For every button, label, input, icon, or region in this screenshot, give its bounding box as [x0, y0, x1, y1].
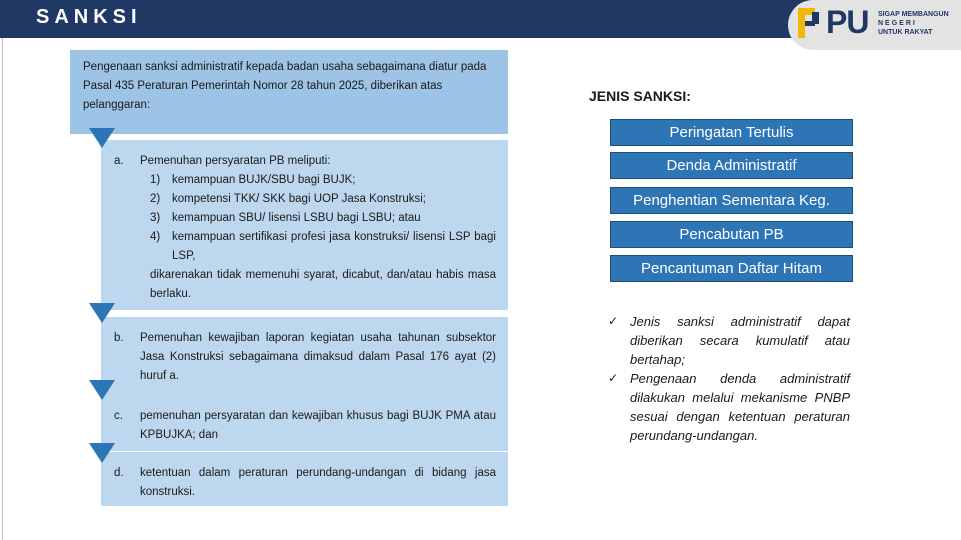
notes-list	[608, 312, 850, 445]
tagline-line: SIGAP MEMBANGUN	[878, 11, 949, 18]
list-text: kemampuan BUJK/SBU bagi BUJK;	[172, 174, 356, 186]
list-text: kemampuan SBU/ lisensi LSBU bagi LSBU; atau	[172, 212, 421, 224]
violation-text: pemenuhan persyaratan dan kewajiban khusus bagi BUJK PMA atau KPBUJKA; dan	[140, 410, 496, 441]
list-number: 2)	[150, 193, 161, 205]
left-divider	[2, 38, 3, 540]
note-item	[608, 369, 850, 445]
violation-letter: c.	[114, 410, 123, 422]
violation-a	[101, 140, 508, 310]
violation-c	[101, 395, 508, 451]
violation-letter: a.	[114, 155, 124, 167]
sanksi-item-penghentian: Penghentian Sementara Keg.	[610, 187, 853, 214]
triangle-marker-icon	[89, 380, 115, 400]
pu-logo-tagline	[878, 10, 949, 37]
checkmark-icon: ✓	[608, 314, 619, 328]
violation-letter: b.	[114, 332, 124, 344]
sanksi-item-peringatan: Peringatan Tertulis	[610, 119, 853, 146]
violation-text: Pemenuhan kewajiban laporan kegiatan usaha tahunan subsektor Jasa Konstruksi sebagaimana dimaksud dalam Pasal 176 ayat (2) huruf a.	[140, 332, 496, 382]
note-text: Jenis sanksi administratif dapat diberikan secara kumulatif atau bertahap;	[630, 314, 850, 367]
list-text: kemampuan sertifikasi profesi jasa konstruksi/ lisensi LSP bagi LSP,	[172, 231, 496, 262]
intro-box: Pengenaan sanksi administratif kepada badan usaha sebagaimana diatur pada Pasal 435 Peraturan Pemerintah Nomor 28 tahun 2025, diberikan atas pelanggaran:	[70, 50, 508, 134]
sanksi-item-daftar-hitam: Pencantuman Daftar Hitam	[610, 255, 853, 282]
page-title: SANKSI	[36, 6, 142, 28]
pu-logo-icon	[798, 8, 822, 38]
list-text: kompetensi TKK/ SKK bagi UOP Jasa Konstruksi;	[172, 193, 426, 205]
jenis-sanksi-title: JENIS SANKSI:	[589, 88, 691, 104]
pu-logo-brand: PU	[826, 4, 869, 40]
note-item	[608, 312, 850, 369]
triangle-marker-icon	[89, 303, 115, 323]
list-number: 1)	[150, 174, 161, 186]
list-item	[140, 228, 496, 266]
tagline-line: UNTUK RAKYAT	[878, 29, 933, 36]
sanksi-item-denda: Denda Administratif	[610, 152, 853, 179]
triangle-marker-icon	[89, 128, 115, 148]
sanksi-item-pencabutan: Pencabutan PB	[610, 221, 853, 248]
list-item	[140, 209, 496, 228]
violation-suffix: dikarenakan tidak memenuhi syarat, dicabut, dan/atau habis masa berlaku.	[150, 269, 496, 300]
checkmark-icon: ✓	[608, 371, 619, 385]
violation-text	[140, 152, 496, 304]
note-text: Pengenaan denda administratif dilakukan melalui mekanisme PNBP sesuai dengan ketentuan peraturan perundang-undangan.	[630, 371, 850, 443]
violation-d	[101, 452, 508, 506]
violation-heading: Pemenuhan persyaratan PB meliputi:	[140, 155, 331, 167]
violation-b	[101, 317, 508, 396]
violation-letter: d.	[114, 467, 124, 479]
violation-text: ketentuan dalam peraturan perundang-undangan di bidang jasa konstruksi.	[140, 467, 496, 498]
list-item	[140, 190, 496, 209]
tagline-line: NEGERI	[878, 20, 917, 27]
list-item	[140, 171, 496, 190]
pu-logo	[788, 0, 961, 50]
triangle-marker-icon	[89, 443, 115, 463]
list-number: 3)	[150, 212, 161, 224]
list-number: 4)	[150, 231, 161, 243]
